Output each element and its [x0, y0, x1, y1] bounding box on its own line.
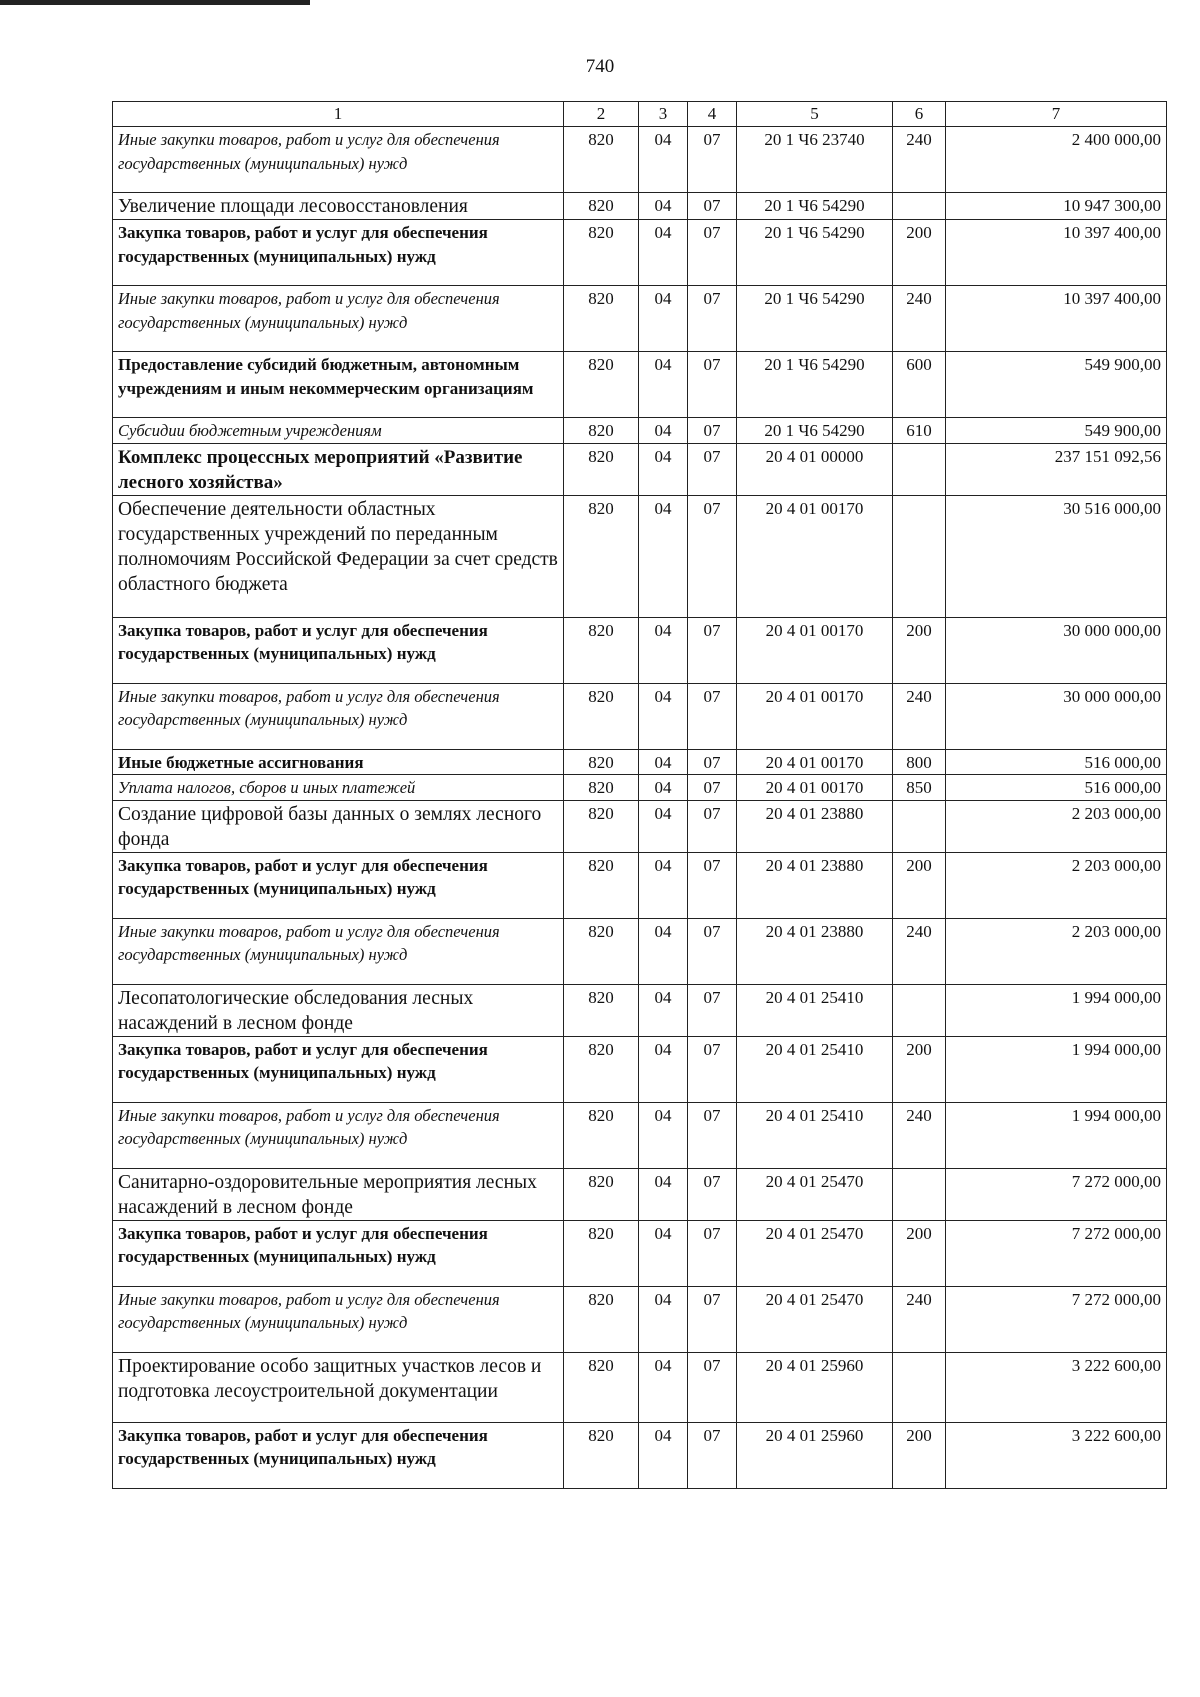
- row-section-cell: 04: [639, 443, 688, 495]
- row-code-cell: 820: [564, 193, 639, 220]
- row-amount-cell: 237 151 092,56: [946, 443, 1167, 495]
- row-name-cell: Санитарно-оздоровительные мероприятия лесных насаждений в лесном фонде: [113, 1168, 564, 1220]
- column-header: 2: [564, 102, 639, 127]
- row-name-cell: Предоставление субсидий бюджетным, автономным учреждениям и иным некоммерческим организациям: [113, 352, 564, 418]
- row-section-cell: 04: [639, 749, 688, 775]
- row-expense-type-cell: 200: [893, 617, 946, 683]
- row-name-cell: Закупка товаров, работ и услуг для обеспечения государственных (муниципальных) нужд: [113, 220, 564, 286]
- row-subsection-cell: 07: [688, 286, 737, 352]
- table-row: [113, 127, 1167, 193]
- row-subsection-cell: 07: [688, 127, 737, 193]
- row-section-cell: 04: [639, 1352, 688, 1422]
- table-row: [113, 352, 1167, 418]
- row-amount-cell: 30 516 000,00: [946, 495, 1167, 617]
- row-code-cell: 820: [564, 418, 639, 444]
- column-header: 7: [946, 102, 1167, 127]
- row-amount-cell: 7 272 000,00: [946, 1220, 1167, 1286]
- row-expense-type-cell: 800: [893, 749, 946, 775]
- row-amount-cell: 2 400 000,00: [946, 127, 1167, 193]
- row-name-cell: Комплекс процессных мероприятий «Развитие лесного хозяйства»: [113, 443, 564, 495]
- row-section-cell: 04: [639, 1102, 688, 1168]
- row-name-cell: Субсидии бюджетным учреждениям: [113, 418, 564, 444]
- row-expense-type-cell: 240: [893, 127, 946, 193]
- column-header: 6: [893, 102, 946, 127]
- row-code-cell: 820: [564, 286, 639, 352]
- row-amount-cell: 549 900,00: [946, 418, 1167, 444]
- row-expense-type-cell: 240: [893, 918, 946, 984]
- row-subsection-cell: 07: [688, 1036, 737, 1102]
- row-name-cell: Иные закупки товаров, работ и услуг для обеспечения государственных (муниципальных) нужд: [113, 683, 564, 749]
- row-code-cell: 820: [564, 852, 639, 918]
- table-row: [113, 443, 1167, 495]
- row-amount-cell: 1 994 000,00: [946, 1102, 1167, 1168]
- row-target-article-cell: 20 4 01 25470: [737, 1168, 893, 1220]
- table-row: [113, 495, 1167, 617]
- row-subsection-cell: 07: [688, 352, 737, 418]
- column-header: 5: [737, 102, 893, 127]
- row-expense-type-cell: 240: [893, 1102, 946, 1168]
- row-expense-type-cell: 850: [893, 775, 946, 801]
- row-section-cell: 04: [639, 495, 688, 617]
- row-target-article-cell: 20 4 01 00170: [737, 683, 893, 749]
- row-section-cell: 04: [639, 852, 688, 918]
- table-row: [113, 193, 1167, 220]
- row-code-cell: 820: [564, 1102, 639, 1168]
- row-code-cell: 820: [564, 617, 639, 683]
- row-target-article-cell: 20 4 01 00170: [737, 495, 893, 617]
- table-row: [113, 418, 1167, 444]
- row-section-cell: 04: [639, 418, 688, 444]
- row-target-article-cell: 20 4 01 25410: [737, 984, 893, 1036]
- row-name-cell: Проектирование особо защитных участков лесов и подготовка лесоустроительной документации: [113, 1352, 564, 1422]
- table-row: [113, 617, 1167, 683]
- row-amount-cell: 2 203 000,00: [946, 852, 1167, 918]
- row-amount-cell: 30 000 000,00: [946, 683, 1167, 749]
- row-section-cell: 04: [639, 1422, 688, 1488]
- row-target-article-cell: 20 4 01 00170: [737, 775, 893, 801]
- row-amount-cell: 2 203 000,00: [946, 800, 1167, 852]
- row-code-cell: 820: [564, 984, 639, 1036]
- row-name-cell: Иные бюджетные ассигнования: [113, 749, 564, 775]
- row-amount-cell: 10 947 300,00: [946, 193, 1167, 220]
- row-expense-type-cell: [893, 193, 946, 220]
- row-expense-type-cell: [893, 800, 946, 852]
- column-header: 4: [688, 102, 737, 127]
- row-expense-type-cell: [893, 443, 946, 495]
- row-amount-cell: 2 203 000,00: [946, 918, 1167, 984]
- table-row: [113, 918, 1167, 984]
- row-target-article-cell: 20 1 Ч6 54290: [737, 193, 893, 220]
- row-section-cell: 04: [639, 683, 688, 749]
- row-code-cell: 820: [564, 1220, 639, 1286]
- row-section-cell: 04: [639, 1286, 688, 1352]
- row-name-cell: Обеспечение деятельности областных государственных учреждений по переданным полномочиям Российской Федерации за счет средств областного бюджета: [113, 495, 564, 617]
- row-target-article-cell: 20 1 Ч6 54290: [737, 286, 893, 352]
- row-code-cell: 820: [564, 1036, 639, 1102]
- row-name-cell: Иные закупки товаров, работ и услуг для обеспечения государственных (муниципальных) нужд: [113, 127, 564, 193]
- row-expense-type-cell: [893, 1168, 946, 1220]
- row-subsection-cell: 07: [688, 1352, 737, 1422]
- row-section-cell: 04: [639, 918, 688, 984]
- row-subsection-cell: 07: [688, 495, 737, 617]
- row-expense-type-cell: 200: [893, 1422, 946, 1488]
- row-code-cell: 820: [564, 1352, 639, 1422]
- row-subsection-cell: 07: [688, 1422, 737, 1488]
- row-name-cell: Закупка товаров, работ и услуг для обеспечения государственных (муниципальных) нужд: [113, 1036, 564, 1102]
- row-target-article-cell: 20 4 01 00170: [737, 617, 893, 683]
- row-name-cell: Закупка товаров, работ и услуг для обеспечения государственных (муниципальных) нужд: [113, 852, 564, 918]
- row-target-article-cell: 20 1 Ч6 23740: [737, 127, 893, 193]
- row-amount-cell: 10 397 400,00: [946, 286, 1167, 352]
- row-name-cell: Иные закупки товаров, работ и услуг для обеспечения государственных (муниципальных) нужд: [113, 918, 564, 984]
- row-amount-cell: 10 397 400,00: [946, 220, 1167, 286]
- row-code-cell: 820: [564, 1286, 639, 1352]
- row-target-article-cell: 20 4 01 25470: [737, 1220, 893, 1286]
- row-amount-cell: 3 222 600,00: [946, 1422, 1167, 1488]
- row-code-cell: 820: [564, 1168, 639, 1220]
- row-target-article-cell: 20 4 01 25410: [737, 1102, 893, 1168]
- row-code-cell: 820: [564, 443, 639, 495]
- row-target-article-cell: 20 1 Ч6 54290: [737, 352, 893, 418]
- row-target-article-cell: 20 4 01 23880: [737, 852, 893, 918]
- row-expense-type-cell: 200: [893, 852, 946, 918]
- row-subsection-cell: 07: [688, 683, 737, 749]
- row-section-cell: 04: [639, 220, 688, 286]
- row-code-cell: 820: [564, 220, 639, 286]
- row-code-cell: 820: [564, 495, 639, 617]
- row-name-cell: Уплата налогов, сборов и иных платежей: [113, 775, 564, 801]
- row-code-cell: 820: [564, 352, 639, 418]
- row-section-cell: 04: [639, 127, 688, 193]
- row-name-cell: Закупка товаров, работ и услуг для обеспечения государственных (муниципальных) нужд: [113, 1422, 564, 1488]
- row-subsection-cell: 07: [688, 984, 737, 1036]
- row-subsection-cell: 07: [688, 918, 737, 984]
- row-subsection-cell: 07: [688, 1168, 737, 1220]
- row-section-cell: 04: [639, 352, 688, 418]
- row-subsection-cell: 07: [688, 1286, 737, 1352]
- row-amount-cell: 30 000 000,00: [946, 617, 1167, 683]
- table-row: [113, 1286, 1167, 1352]
- row-name-cell: Создание цифровой базы данных о землях лесного фонда: [113, 800, 564, 852]
- table-row: [113, 749, 1167, 775]
- row-subsection-cell: 07: [688, 443, 737, 495]
- row-target-article-cell: 20 4 01 23880: [737, 918, 893, 984]
- row-subsection-cell: 07: [688, 852, 737, 918]
- row-subsection-cell: 07: [688, 1220, 737, 1286]
- row-expense-type-cell: [893, 495, 946, 617]
- row-expense-type-cell: 240: [893, 286, 946, 352]
- row-section-cell: 04: [639, 775, 688, 801]
- table-row: [113, 286, 1167, 352]
- row-target-article-cell: 20 4 01 25960: [737, 1422, 893, 1488]
- row-name-cell: Увеличение площади лесовосстановления: [113, 193, 564, 220]
- row-section-cell: 04: [639, 1168, 688, 1220]
- row-section-cell: 04: [639, 617, 688, 683]
- row-section-cell: 04: [639, 800, 688, 852]
- column-header: 1: [113, 102, 564, 127]
- row-target-article-cell: 20 4 01 00170: [737, 749, 893, 775]
- row-expense-type-cell: 610: [893, 418, 946, 444]
- row-amount-cell: 7 272 000,00: [946, 1286, 1167, 1352]
- row-name-cell: Закупка товаров, работ и услуг для обеспечения государственных (муниципальных) нужд: [113, 1220, 564, 1286]
- row-target-article-cell: 20 1 Ч6 54290: [737, 220, 893, 286]
- row-target-article-cell: 20 4 01 00000: [737, 443, 893, 495]
- page-number: 740: [585, 56, 615, 77]
- column-header: 3: [639, 102, 688, 127]
- row-name-cell: Закупка товаров, работ и услуг для обеспечения государственных (муниципальных) нужд: [113, 617, 564, 683]
- table-row: [113, 1102, 1167, 1168]
- row-code-cell: 820: [564, 918, 639, 984]
- row-subsection-cell: 07: [688, 749, 737, 775]
- row-subsection-cell: 07: [688, 617, 737, 683]
- row-section-cell: 04: [639, 984, 688, 1036]
- row-section-cell: 04: [639, 1220, 688, 1286]
- row-subsection-cell: 07: [688, 193, 737, 220]
- table-row: [113, 1422, 1167, 1488]
- row-subsection-cell: 07: [688, 775, 737, 801]
- row-target-article-cell: 20 4 01 25470: [737, 1286, 893, 1352]
- top-rule: [0, 0, 310, 5]
- row-expense-type-cell: 200: [893, 220, 946, 286]
- row-amount-cell: 516 000,00: [946, 775, 1167, 801]
- row-subsection-cell: 07: [688, 1102, 737, 1168]
- table-row: [113, 220, 1167, 286]
- row-expense-type-cell: [893, 984, 946, 1036]
- row-target-article-cell: 20 4 01 23880: [737, 800, 893, 852]
- table-row: [113, 984, 1167, 1036]
- row-expense-type-cell: [893, 1352, 946, 1422]
- row-code-cell: 820: [564, 775, 639, 801]
- row-amount-cell: 516 000,00: [946, 749, 1167, 775]
- row-section-cell: 04: [639, 1036, 688, 1102]
- row-target-article-cell: 20 1 Ч6 54290: [737, 418, 893, 444]
- row-name-cell: Иные закупки товаров, работ и услуг для обеспечения государственных (муниципальных) нужд: [113, 1102, 564, 1168]
- row-subsection-cell: 07: [688, 418, 737, 444]
- table-row: [113, 775, 1167, 801]
- row-name-cell: Иные закупки товаров, работ и услуг для обеспечения государственных (муниципальных) нужд: [113, 286, 564, 352]
- row-name-cell: Лесопатологические обследования лесных насаждений в лесном фонде: [113, 984, 564, 1036]
- row-subsection-cell: 07: [688, 220, 737, 286]
- table-header-row: [113, 102, 1167, 127]
- row-amount-cell: 1 994 000,00: [946, 1036, 1167, 1102]
- row-section-cell: 04: [639, 193, 688, 220]
- row-amount-cell: 1 994 000,00: [946, 984, 1167, 1036]
- table-row: [113, 852, 1167, 918]
- row-subsection-cell: 07: [688, 800, 737, 852]
- table-row: [113, 1220, 1167, 1286]
- table-row: [113, 683, 1167, 749]
- row-name-cell: Иные закупки товаров, работ и услуг для обеспечения государственных (муниципальных) нужд: [113, 1286, 564, 1352]
- row-amount-cell: 3 222 600,00: [946, 1352, 1167, 1422]
- table-row: [113, 800, 1167, 852]
- row-code-cell: 820: [564, 1422, 639, 1488]
- row-code-cell: 820: [564, 749, 639, 775]
- row-target-article-cell: 20 4 01 25410: [737, 1036, 893, 1102]
- row-code-cell: 820: [564, 127, 639, 193]
- row-expense-type-cell: 240: [893, 1286, 946, 1352]
- row-expense-type-cell: 240: [893, 683, 946, 749]
- row-expense-type-cell: 600: [893, 352, 946, 418]
- budget-table: [112, 101, 1167, 1489]
- row-code-cell: 820: [564, 800, 639, 852]
- table-row: [113, 1036, 1167, 1102]
- row-target-article-cell: 20 4 01 25960: [737, 1352, 893, 1422]
- row-code-cell: 820: [564, 683, 639, 749]
- row-expense-type-cell: 200: [893, 1220, 946, 1286]
- table-row: [113, 1168, 1167, 1220]
- row-amount-cell: 549 900,00: [946, 352, 1167, 418]
- row-amount-cell: 7 272 000,00: [946, 1168, 1167, 1220]
- row-section-cell: 04: [639, 286, 688, 352]
- table-row: [113, 1352, 1167, 1422]
- row-expense-type-cell: 200: [893, 1036, 946, 1102]
